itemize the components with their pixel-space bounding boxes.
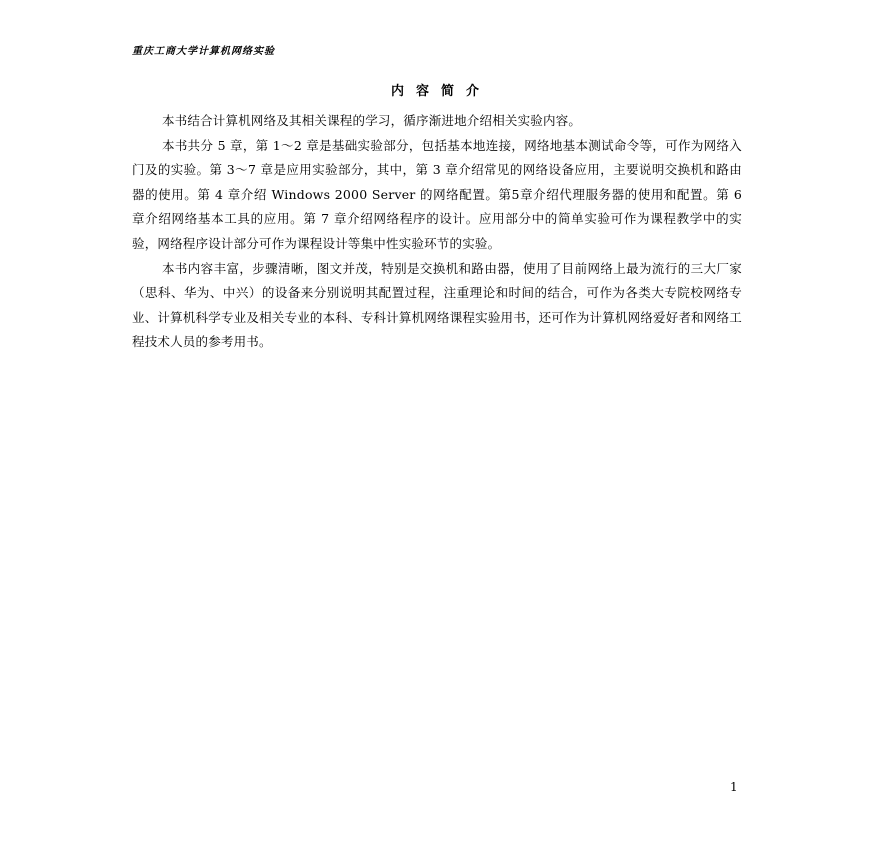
body-text [132, 109, 742, 355]
page-title: 内容简介 [390, 84, 491, 99]
running-header: 重庆工商大学计算机网络实验 [132, 46, 275, 57]
paragraph-features: 本书内容丰富，步骤清晰，图文并茂，特别是交换机和路由器，使用了目前网络上最为流行的三大厂家（思科、华为、中兴）的设备来分别说明其配置过程，注重理论和时间的结合，可作为各类大专院校网络专业、计算机科学专业及相关专业的本科、专科计算机网络课程实验用书，还可作为计算机网络爱好者和网络工程技术人员的参考用书。 [132, 260, 742, 350]
paragraph-structure: 本书共分 5 章，第 1～2 章是基础实验部分，包括基本地连接，网络地基本测试命令等，可作为网络入门及的实验。第 3～7 章是应用实验部分，其中，第 3 章介绍常见的网络设备应用，主要说明交换机和路由器的使用。第 4 章介绍 Windows 2000 Server 的网络配置。第5章介绍代理服务器的使用和配置。第 6 章介绍网络基本工具的应用。第 7 章介绍网络程序的设计。应用部分中的简单实验可作为课程教学中的实验，网络程序设计部分可作为课程设计等集中性实验环节的实验。 [132, 137, 742, 251]
page-number: 1 [730, 780, 738, 794]
paragraph-intro: 本书结合计算机网络及其相关课程的学习，循序渐进地介绍相关实验内容。 [162, 113, 582, 128]
